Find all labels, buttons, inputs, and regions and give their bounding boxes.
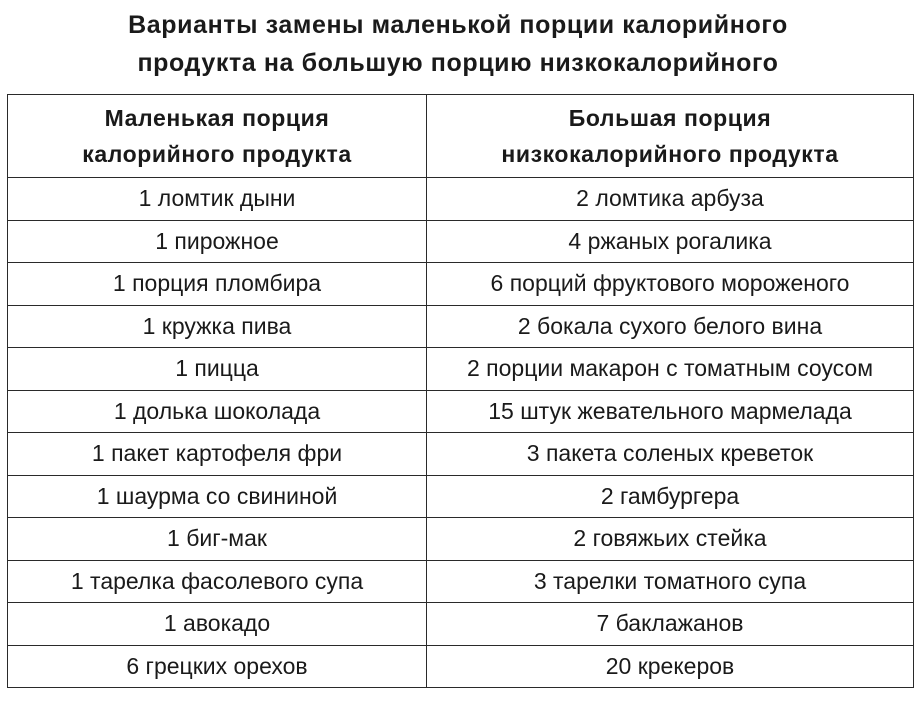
table-row — [8, 560, 914, 603]
table-cell-small: 1 долька шоколада — [8, 390, 427, 433]
table-row — [8, 178, 914, 221]
table-row — [8, 305, 914, 348]
table-cell-small: 1 шаурма со свининой — [8, 475, 427, 518]
table-cell-small: 1 пицца — [8, 348, 427, 391]
header-cell-small-portion — [8, 95, 427, 178]
table-cell-small: 1 авокадо — [8, 603, 427, 646]
table-cell-small: 1 пакет картофеля фри — [8, 433, 427, 476]
title-line-2: продукта на большую порцию низкокалорийного — [137, 49, 779, 77]
table-cell-large: 3 тарелки томатного супа — [427, 560, 914, 603]
header-row — [8, 95, 914, 178]
table-row — [8, 390, 914, 433]
table-cell-small: 1 кружка пива — [8, 305, 427, 348]
substitution-table — [7, 94, 914, 688]
header-text: Маленькая порция — [104, 105, 330, 131]
table-cell-large: 2 ломтика арбуза — [427, 178, 914, 221]
table-cell-large: 2 гамбургера — [427, 475, 914, 518]
table-cell-small: 1 порция пломбира — [8, 263, 427, 306]
table-cell-small: 6 грецких орехов — [8, 645, 427, 688]
table-cell-small: 1 ломтик дыни — [8, 178, 427, 221]
table-cell-large: 3 пакета соленых креветок — [427, 433, 914, 476]
table-cell-small: 1 биг-мак — [8, 518, 427, 561]
table-row — [8, 220, 914, 263]
table-cell-small: 1 пирожное — [8, 220, 427, 263]
header-cell-large-portion — [427, 95, 914, 178]
table-cell-large: 4 ржаных рогалика — [427, 220, 914, 263]
table-row — [8, 645, 914, 688]
table-row — [8, 348, 914, 391]
header-text: калорийного продукта — [82, 141, 352, 167]
table-cell-small: 1 тарелка фасолевого супа — [8, 560, 427, 603]
table-cell-large: 6 порций фруктового мороженого — [427, 263, 914, 306]
header-text: низкокалорийного продукта — [501, 141, 839, 167]
table-row — [8, 263, 914, 306]
table-cell-large: 2 порции макарон с томатным соусом — [427, 348, 914, 391]
header-text: Большая порция — [568, 105, 772, 131]
table-cell-large: 20 крекеров — [427, 645, 914, 688]
table-row — [8, 603, 914, 646]
table-row — [8, 518, 914, 561]
table-row — [8, 475, 914, 518]
title-line-1: Варианты замены маленькой порции калорийного — [128, 11, 788, 39]
table-cell-large: 2 говяжьих стейка — [427, 518, 914, 561]
page-title — [0, 6, 916, 82]
table-row — [8, 433, 914, 476]
table-cell-large: 2 бокала сухого белого вина — [427, 305, 914, 348]
table-cell-large: 7 баклажанов — [427, 603, 914, 646]
table-cell-large: 15 штук жевательного мармелада — [427, 390, 914, 433]
